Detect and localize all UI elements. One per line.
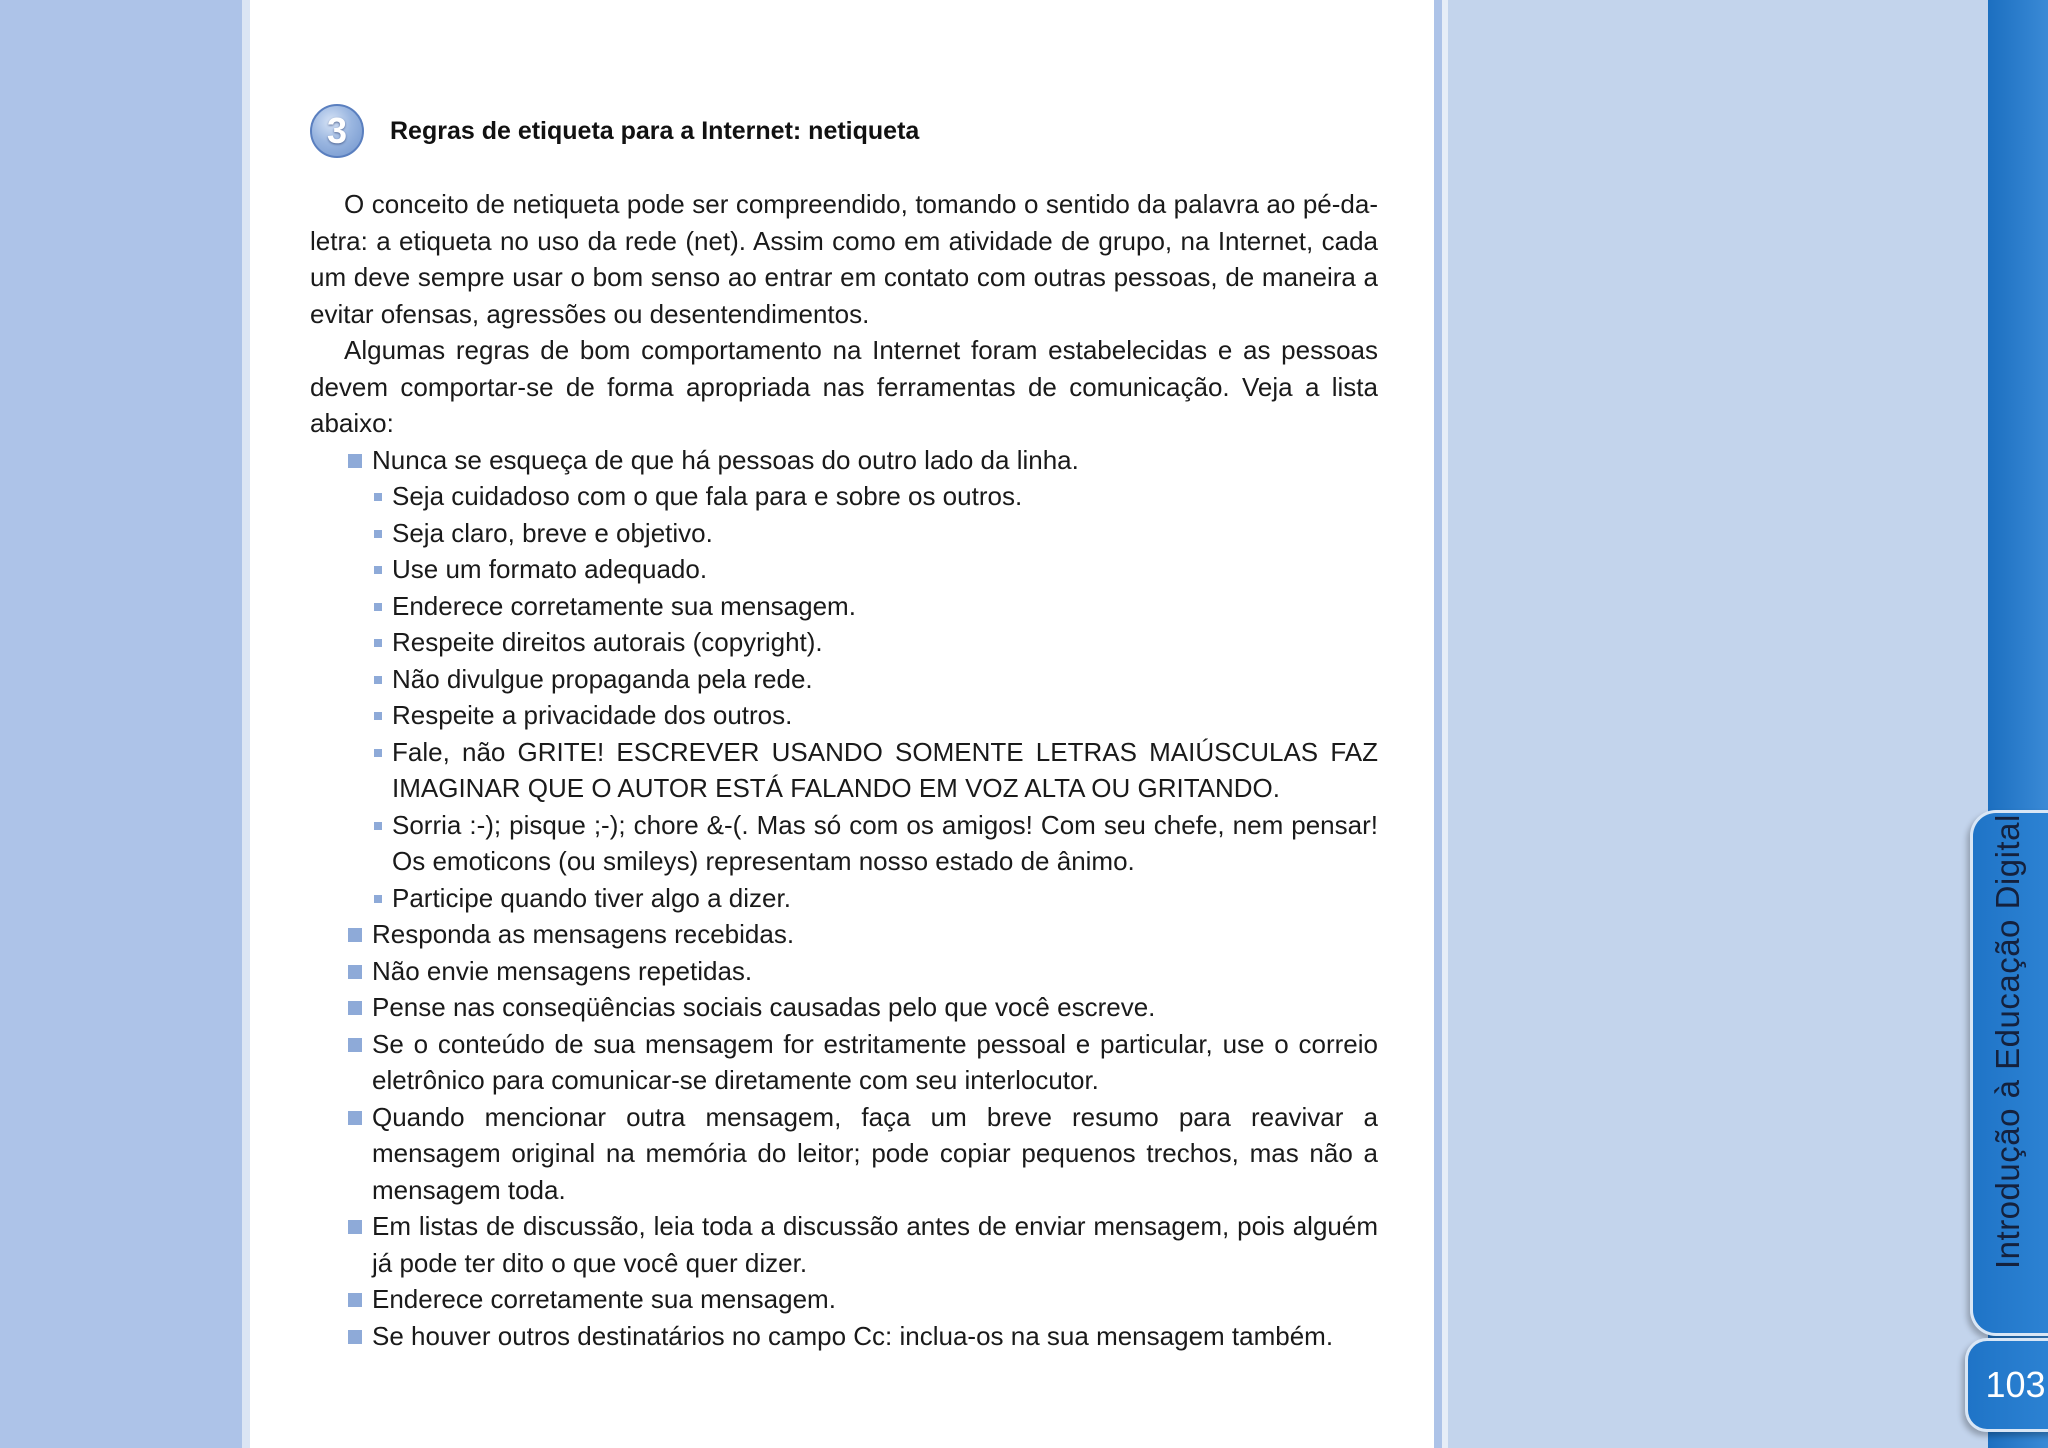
small-square-bullet-icon [374, 493, 382, 501]
sub-list-item-text: Fale, não GRITE! ESCREVER USANDO SOMENTE LETRAS MAIÚSCULAS FAZ IMAGINAR QUE O AUTOR ESTÁ FALANDO EM VOZ ALTA OU GRITANDO. [392, 736, 1378, 803]
square-bullet-icon [348, 928, 362, 942]
square-bullet-icon [348, 1111, 362, 1125]
sub-list-item [310, 661, 1378, 698]
list-item-text: Responda as mensagens recebidas. [372, 919, 795, 949]
left-margin-stripe [242, 0, 250, 1448]
small-square-bullet-icon [374, 712, 382, 720]
list-item [310, 1208, 1378, 1281]
list-item [310, 1318, 1378, 1355]
small-square-bullet-icon [374, 530, 382, 538]
sub-list-item [310, 515, 1378, 552]
square-bullet-icon [348, 1220, 362, 1234]
square-bullet-icon [348, 454, 362, 468]
sub-list-item-text: Respeite direitos autorais (copyright). [392, 627, 823, 657]
list-item-text: Pense nas conseqüências sociais causadas pelo que você escreve. [372, 992, 1156, 1022]
sub-list-item [310, 624, 1378, 661]
page-number-tab: 103 [1965, 1338, 2048, 1432]
list-item [310, 989, 1378, 1026]
body-text [310, 186, 1378, 1354]
sub-list-item [310, 588, 1378, 625]
sub-list-item-text: Use um formato adequado. [392, 554, 708, 584]
sub-list-item-text: Enderece corretamente sua mensagem. [392, 590, 856, 621]
list-item-text: Não envie mensagens repetidas. [372, 955, 753, 986]
list-item [310, 1026, 1378, 1099]
sub-list-item-text: Respeite a privacidade dos outros. [392, 700, 793, 730]
list-item-text: Enderece corretamente sua mensagem. [372, 1284, 836, 1314]
small-square-bullet-icon [374, 822, 382, 830]
list-item-text: Se o conteúdo de sua mensagem for estritamente pessoal e particular, use o correio eletrônico para comunicar-se diretamente com seu interlocutor. [372, 1028, 1378, 1095]
list-item-text: Quando mencionar outra mensagem, faça um breve resumo para reavivar a mensagem original na memória do leitor; pode copiar pequenos trechos, mas não a mensagem toda. [372, 1101, 1378, 1205]
square-bullet-icon [348, 1001, 362, 1015]
small-square-bullet-icon [374, 749, 382, 757]
list-item [310, 953, 1378, 990]
sub-list-item [310, 551, 1378, 588]
sub-list-item-text: Não divulgue propaganda pela rede. [392, 663, 813, 694]
sub-list [310, 478, 1378, 916]
square-bullet-icon [348, 1330, 362, 1344]
square-bullet-icon [348, 1293, 362, 1307]
section-header [310, 104, 919, 158]
section-number-badge: 3 [310, 104, 364, 158]
list-item-text: Em listas de discussão, leia toda a discussão antes de enviar mensagem, pois alguém já pode ter dito o que você quer dizer. [372, 1211, 1378, 1278]
list-item [310, 1281, 1378, 1318]
small-square-bullet-icon [374, 895, 382, 903]
sub-list-item-text: Sorria :-); pisque ;-); chore &-(. Mas só com os amigos! Com seu chefe, nem pensar! Os emoticons (ou smileys) representam nosso estado de ânimo. [392, 809, 1378, 876]
list-item-text: Nunca se esqueça de que há pessoas do outro lado da linha. [372, 444, 1079, 475]
list-item [310, 916, 1378, 953]
section-title: Regras de etiqueta para a Internet: netiqueta [390, 116, 920, 145]
sub-list-item-text: Participe quando tiver algo a dizer. [392, 882, 791, 913]
sub-list-item [310, 807, 1378, 880]
paragraph: Algumas regras de bom comportamento na Internet foram estabelecidas e as pessoas devem comportar-se de forma apropriada nas ferramentas de comunicação. Veja a lista abaixo: [310, 335, 1378, 438]
rules-list [310, 442, 1378, 1355]
chapter-tab-title: Introdução à Educação Digital [1989, 814, 2026, 1270]
square-bullet-icon [348, 1038, 362, 1052]
page-edge [1434, 0, 1442, 1448]
sub-list-item [310, 478, 1378, 515]
small-square-bullet-icon [374, 603, 382, 611]
sub-list-item-text: Seja cuidadoso com o que fala para e sobre os outros. [392, 481, 1023, 511]
list-item [310, 1099, 1378, 1209]
small-square-bullet-icon [374, 639, 382, 647]
paragraph: O conceito de netiqueta pode ser compreendido, tomando o sentido da palavra ao pé-da-letra: a etiqueta no uso da rede (net). Assim como em atividade de grupo, na Internet, cada um deve sempre usar o bom senso ao entrar em contato com outras pessoas, de maneira a evitar ofensas, agressões ou desentendimentos. [310, 189, 1378, 329]
square-bullet-icon [348, 965, 362, 979]
sub-list-item [310, 734, 1378, 807]
right-margin-band [1448, 0, 1988, 1448]
sub-list-item [310, 880, 1378, 917]
list-item-text: Se houver outros destinatários no campo Cc: inclua-os na sua mensagem também. [372, 1320, 1334, 1351]
left-margin-band [0, 0, 242, 1448]
sub-list-item-text: Seja claro, breve e objetivo. [392, 517, 713, 548]
small-square-bullet-icon [374, 566, 382, 574]
sub-list-item [310, 697, 1378, 734]
small-square-bullet-icon [374, 676, 382, 684]
list-item [310, 442, 1378, 917]
